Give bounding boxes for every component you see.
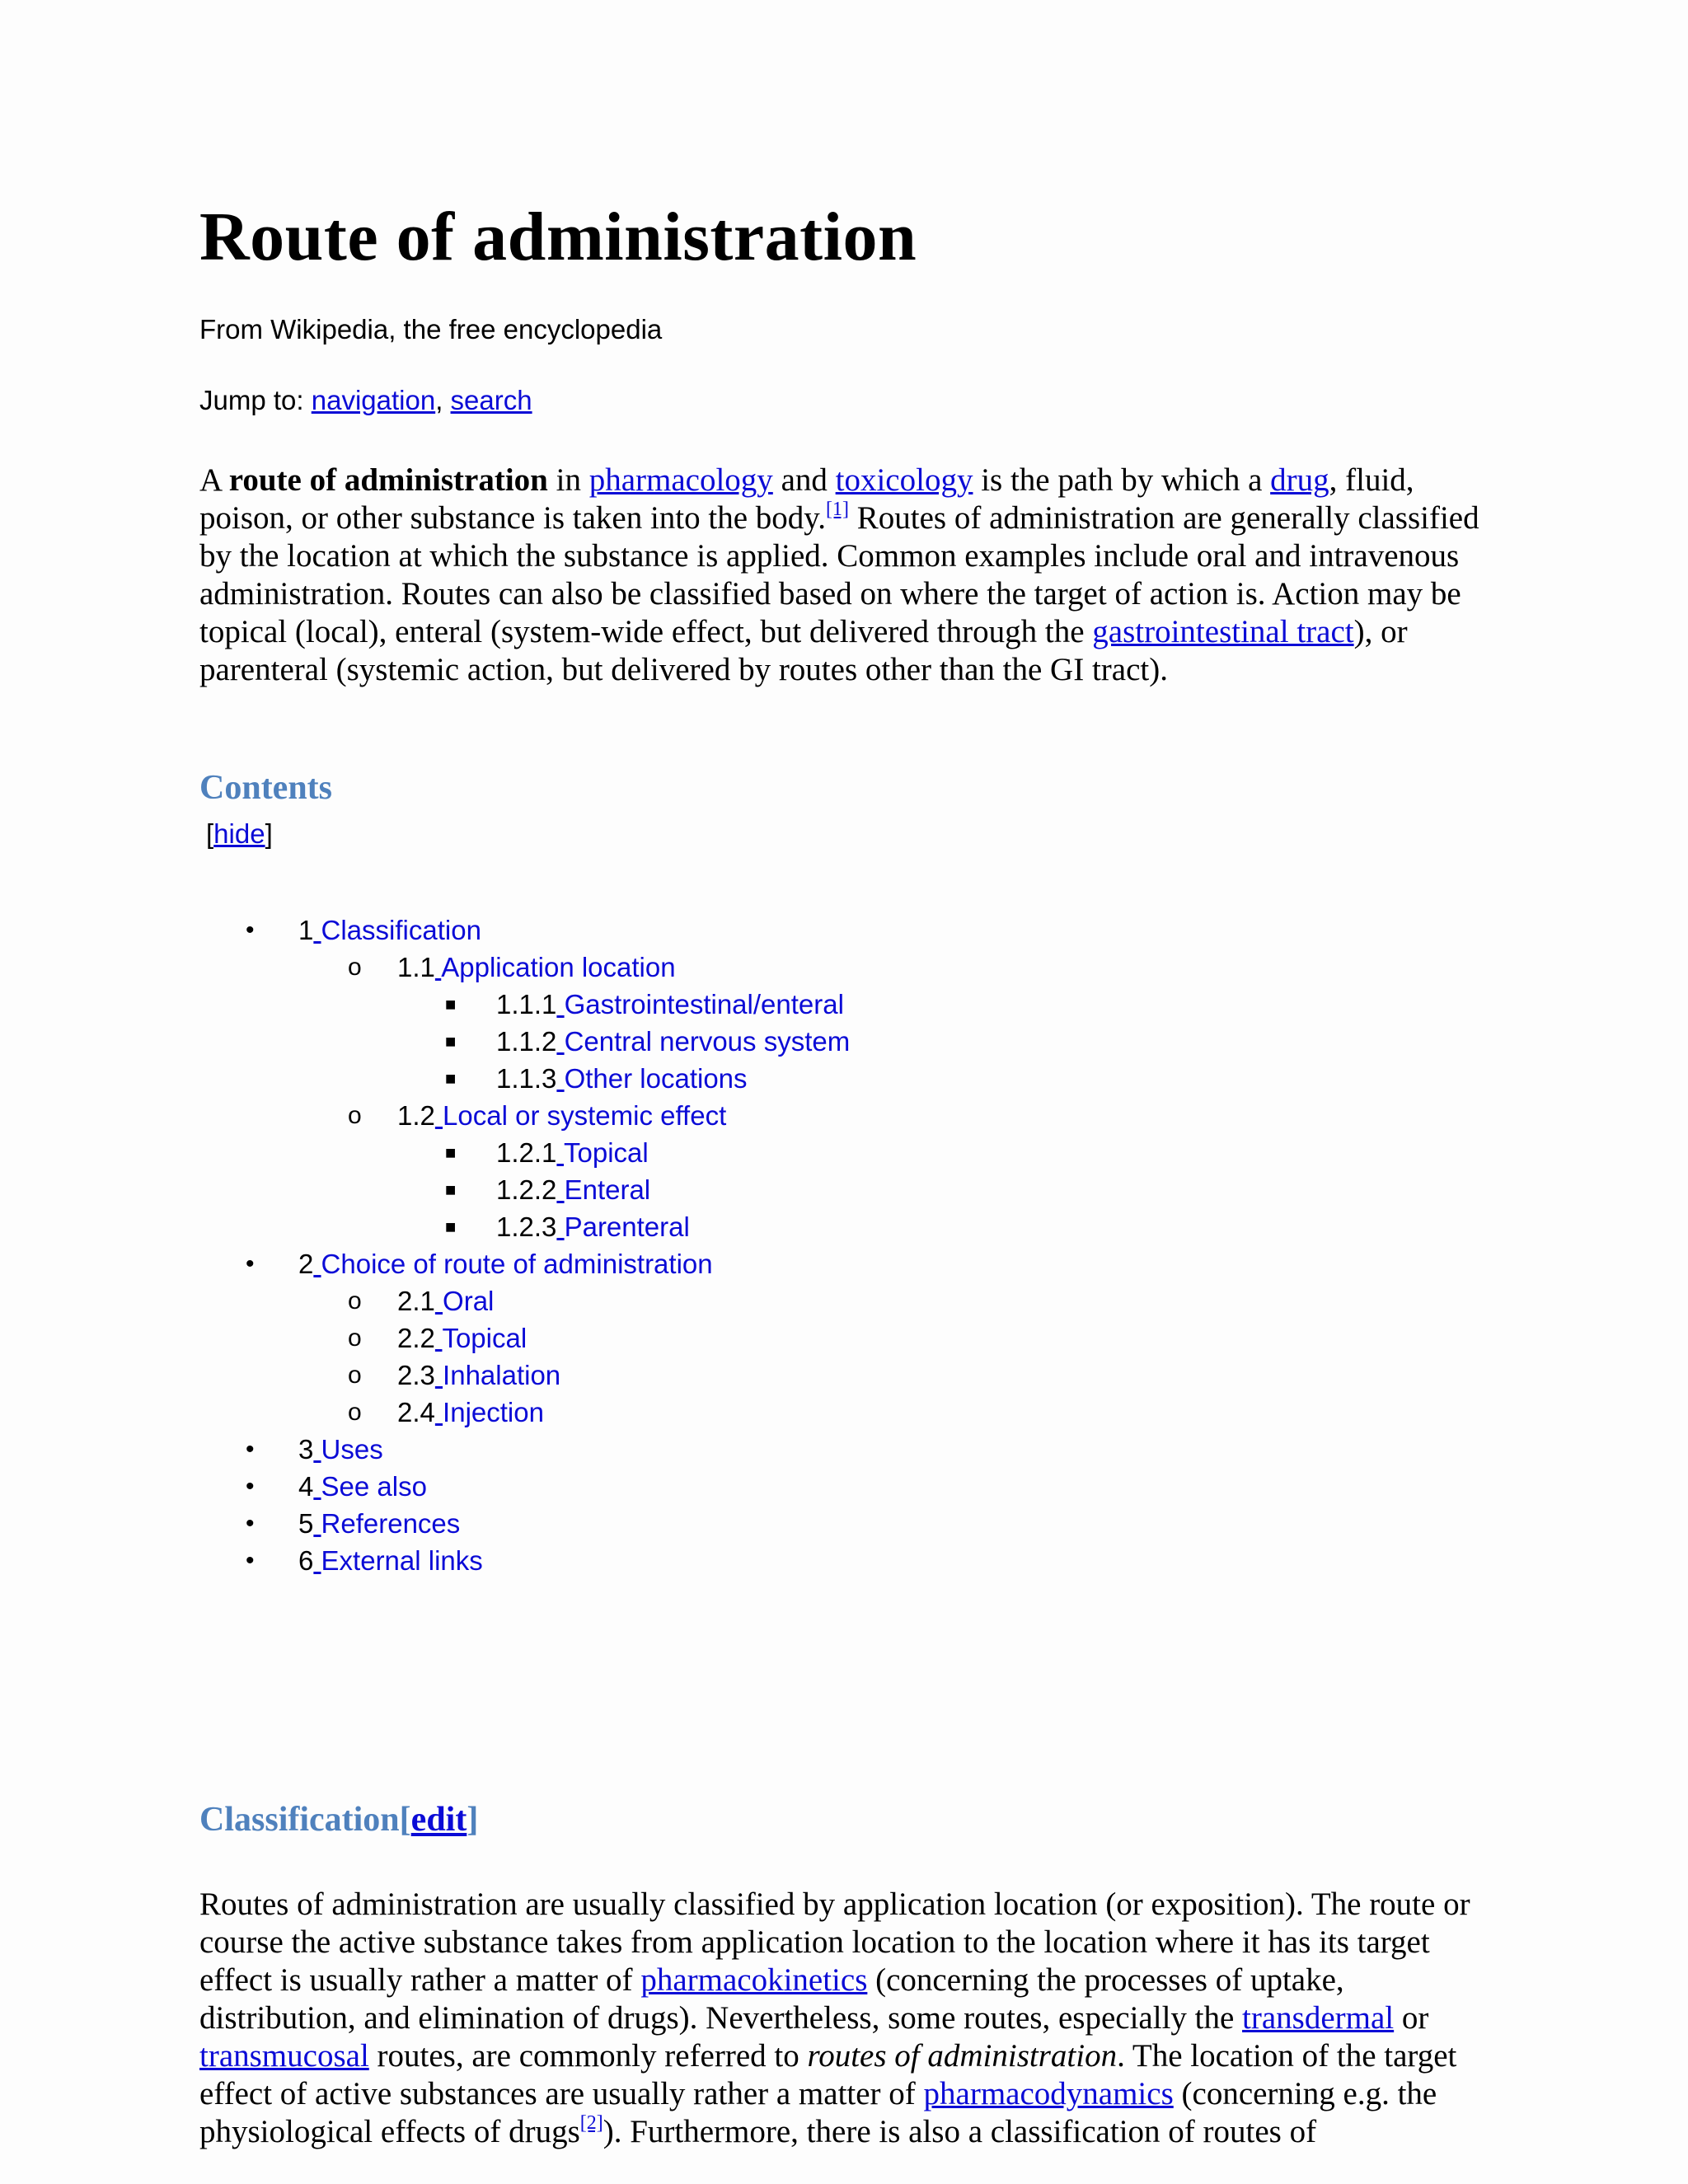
toc-link[interactable]: Choice of route of administration: [321, 1249, 713, 1279]
bracket-close: ]: [467, 1801, 479, 1839]
body-text: ). Furthermore, there is also a classification of routes of: [603, 2114, 1317, 2149]
bullet-square-icon: ■: [445, 1142, 457, 1163]
toc-link[interactable]: Uses: [321, 1434, 383, 1465]
gastrointestinal-tract-link[interactable]: gastrointestinal tract: [1092, 614, 1354, 649]
bracket-close: ]: [265, 818, 273, 849]
toc-link[interactable]: Inhalation: [443, 1360, 561, 1390]
pharmacodynamics-link[interactable]: pharmacodynamics: [923, 2076, 1174, 2111]
toc-number: 1.1: [397, 952, 435, 982]
toc-item[interactable]: [199, 1134, 1189, 1171]
toxicology-link[interactable]: toxicology: [835, 462, 973, 498]
body-text: routes, are commonly referred to: [368, 2038, 808, 2074]
intro-text: Routes of administration are generally classified by the location at which the substance is applied. Common examples include oral and intravenous administration. Routes can also be classified based on where the target of action is. Action may be topical (local), enteral (system-wide effect, but delivered through the: [199, 500, 1479, 649]
jump-to-label: Jump to:: [199, 385, 304, 415]
toc-item[interactable]: [199, 1319, 1189, 1357]
toc-number: 3: [298, 1434, 314, 1465]
toc-link[interactable]: Injection: [443, 1397, 544, 1427]
bullet-circle-icon: o: [348, 1361, 362, 1389]
drug-link[interactable]: drug: [1270, 462, 1329, 498]
classification-paragraph: [199, 1886, 1485, 2151]
body-text: . The location of the target effect of active substances are usually rather a matter of: [199, 2038, 1457, 2111]
body-text: (concerning e.g. the physiological effects of drugs: [199, 2076, 1437, 2149]
bullet-circle-icon: o: [348, 1287, 362, 1315]
jump-to-bar: [199, 382, 532, 419]
toc-item[interactable]: [199, 1357, 1189, 1394]
edit-section-link[interactable]: edit: [410, 1801, 467, 1839]
toc-hide-link[interactable]: hide: [213, 818, 265, 849]
toc-item[interactable]: [199, 1097, 1189, 1134]
tagline: From Wikipedia, the free encyclopedia: [199, 314, 663, 344]
toc-item[interactable]: [199, 1171, 1189, 1208]
italic-term: routes of administration: [807, 2038, 1118, 2074]
toc-item[interactable]: [199, 1023, 1189, 1060]
bullet-dot-icon: •: [246, 916, 255, 944]
toc-number: 1: [298, 915, 314, 945]
toc-item[interactable]: [199, 1542, 1189, 1579]
toc-number: 4: [298, 1471, 314, 1502]
toc-link[interactable]: Parenteral: [564, 1212, 690, 1242]
toc-number: 1.2.2: [496, 1174, 557, 1205]
bullet-circle-icon: o: [348, 1102, 362, 1129]
bullet-square-icon: ■: [445, 994, 457, 1015]
jump-search-link[interactable]: search: [450, 385, 532, 415]
intro-text: , fluid, poison, or other substance is taken into the body.: [199, 462, 1414, 536]
toc-item[interactable]: [199, 1505, 1189, 1542]
toc-hide-toggle: [206, 816, 273, 852]
toc-item[interactable]: [199, 912, 1189, 949]
intro-text: ), or parenteral (systemic action, but delivered by routes other than the GI tract).: [199, 614, 1408, 687]
toc-link[interactable]: Application location: [441, 952, 676, 982]
toc-item[interactable]: [199, 1282, 1189, 1319]
toc-number: 2.1: [397, 1286, 435, 1316]
jump-navigation-link[interactable]: navigation: [311, 385, 436, 415]
toc-number: 1.1.1: [496, 989, 557, 1019]
transdermal-link[interactable]: transdermal: [1242, 2000, 1395, 2036]
toc-number: 2: [298, 1249, 314, 1279]
toc-number: 2.3: [397, 1360, 435, 1390]
pharmacology-link[interactable]: pharmacology: [588, 462, 773, 498]
toc-link[interactable]: Topical: [563, 1137, 649, 1168]
toc-item[interactable]: [199, 1245, 1189, 1282]
toc-item[interactable]: [199, 1208, 1189, 1245]
bullet-dot-icon: •: [246, 1510, 255, 1537]
toc-link[interactable]: Topical: [442, 1323, 528, 1353]
bullet-dot-icon: •: [246, 1436, 255, 1463]
toc-number: 6: [298, 1545, 314, 1576]
pharmacokinetics-link[interactable]: pharmacokinetics: [640, 1962, 868, 1998]
toc-item[interactable]: [199, 1060, 1189, 1097]
toc-link[interactable]: Gastrointestinal/enteral: [564, 989, 844, 1019]
bullet-square-icon: ■: [445, 1031, 457, 1052]
bullet-dot-icon: •: [246, 1473, 255, 1500]
toc-number: 1.2.3: [496, 1212, 557, 1242]
bullet-circle-icon: o: [348, 1399, 362, 1426]
section-title: Classification: [199, 1801, 400, 1839]
toc-number: 5: [298, 1508, 314, 1539]
bullet-circle-icon: o: [348, 954, 362, 981]
transmucosal-link[interactable]: transmucosal: [199, 2038, 369, 2074]
toc-number: 1.2: [397, 1100, 435, 1131]
bullet-square-icon: ■: [445, 1068, 457, 1089]
body-text: or: [1394, 2000, 1429, 2036]
table-of-contents: [199, 912, 1189, 1579]
toc-item[interactable]: [199, 1394, 1189, 1431]
toc-number: 1.1.2: [496, 1026, 557, 1057]
body-text: (concerning the processes of uptake, distribution, and elimination of drugs). Nevertheless, some routes, especially the: [199, 1962, 1344, 2036]
bracket-open: [: [206, 818, 214, 849]
toc-link[interactable]: Enteral: [564, 1174, 651, 1205]
bracket-open: [: [399, 1801, 411, 1839]
page-title: Route of administration: [199, 199, 917, 275]
toc-item[interactable]: [199, 1431, 1189, 1468]
toc-item[interactable]: [199, 949, 1189, 986]
toc-link[interactable]: External links: [321, 1545, 483, 1576]
toc-item[interactable]: [199, 986, 1189, 1023]
toc-link[interactable]: Local or systemic effect: [443, 1100, 727, 1131]
toc-number: 1.2.1: [496, 1137, 557, 1168]
toc-link[interactable]: Other locations: [564, 1063, 748, 1094]
bullet-square-icon: ■: [445, 1179, 457, 1200]
intro-text: A: [199, 462, 229, 498]
toc-link[interactable]: See also: [321, 1471, 427, 1502]
toc-number: 1.1.3: [496, 1063, 557, 1094]
toc-number: 2.4: [397, 1397, 435, 1427]
reference-2-link[interactable]: [2]: [579, 2112, 603, 2134]
toc-link[interactable]: References: [321, 1508, 461, 1539]
toc-number: 2.2: [397, 1323, 435, 1353]
classification-heading: [199, 1798, 478, 1841]
bullet-dot-icon: •: [246, 1250, 255, 1277]
bullet-dot-icon: •: [246, 1547, 255, 1574]
toc-item[interactable]: [199, 1468, 1189, 1505]
reference-1-link[interactable]: [1]: [826, 499, 849, 520]
intro-paragraph: [199, 462, 1485, 689]
toc-link[interactable]: Central nervous system: [564, 1026, 851, 1057]
intro-text: in: [547, 462, 589, 498]
intro-bold-term: route of administration: [228, 462, 548, 498]
toc-link[interactable]: Oral: [443, 1286, 495, 1316]
bullet-square-icon: ■: [445, 1216, 457, 1237]
intro-text: and: [772, 462, 836, 498]
jump-comma: ,: [435, 385, 443, 415]
toc-link[interactable]: Classification: [321, 915, 481, 945]
bullet-circle-icon: o: [348, 1324, 362, 1352]
article-page: [199, 196, 1485, 2149]
intro-text: is the path by which a: [973, 462, 1271, 498]
contents-heading: Contents: [199, 769, 333, 807]
body-text: Routes of administration are usually classified by application location (or exposition). The route or course the active substance takes from application location to the location where it has its target effect is usually rather a matter of: [199, 1886, 1470, 1998]
